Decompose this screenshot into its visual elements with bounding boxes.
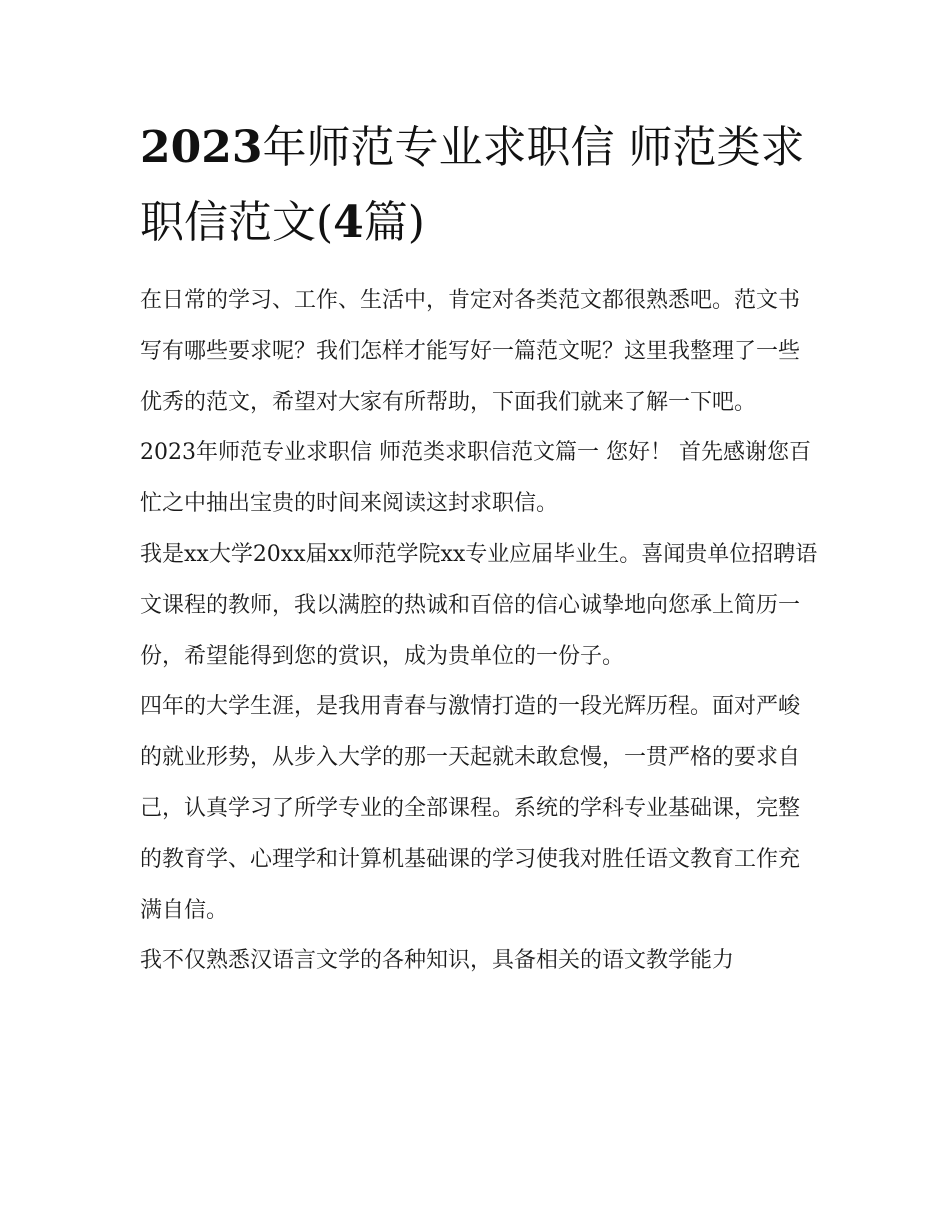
title-year: 2023 bbox=[140, 122, 263, 173]
title-text-a: 年师范专业求职信 师范类求职信范文( bbox=[140, 122, 805, 248]
document-title bbox=[140, 110, 820, 260]
document-body bbox=[140, 276, 820, 987]
paragraph-skills: 我不仅熟悉汉语言文学的各种知识，具备相关的语文教学能力 bbox=[140, 948, 735, 974]
paragraph-self-intro: 我是xx大学20xx届xx师范学院xx专业应届毕业生。喜闻贵单位招聘语文课程的教师，我以满腔的热诚和百倍的信心诚挚地向您承上简历一份，希望能得到您的赏识，成为贵单位的一份子。 bbox=[140, 541, 818, 669]
title-text-b: 篇) bbox=[363, 197, 425, 248]
paragraph-greeting: 2023年师范专业求职信 师范类求职信范文篇一 您好！ 首先感谢您百忙之中抽出宝贵的时间来阅读这封求职信。 bbox=[140, 440, 811, 517]
paragraph-college-life: 四年的大学生涯，是我用青春与激情打造的一段光辉历程。面对严峻的就业形势，从步入大学的那一天起就未敢怠慢，一贯严格的要求自己，认真学习了所学专业的全部课程。系统的学科专业基础课，完整的教育学、心理学和计算机基础课的学习使我对胜任语文教育工作充满自信。 bbox=[140, 694, 801, 923]
paragraph-intro: 在日常的学习、工作、生活中，肯定对各类范文都很熟悉吧。范文书写有哪些要求呢？我们怎样才能写好一篇范文呢？这里我整理了一些优秀的范文，希望对大家有所帮助，下面我们就来了解一下吧。 bbox=[140, 288, 801, 415]
title-count: 4 bbox=[333, 197, 364, 248]
